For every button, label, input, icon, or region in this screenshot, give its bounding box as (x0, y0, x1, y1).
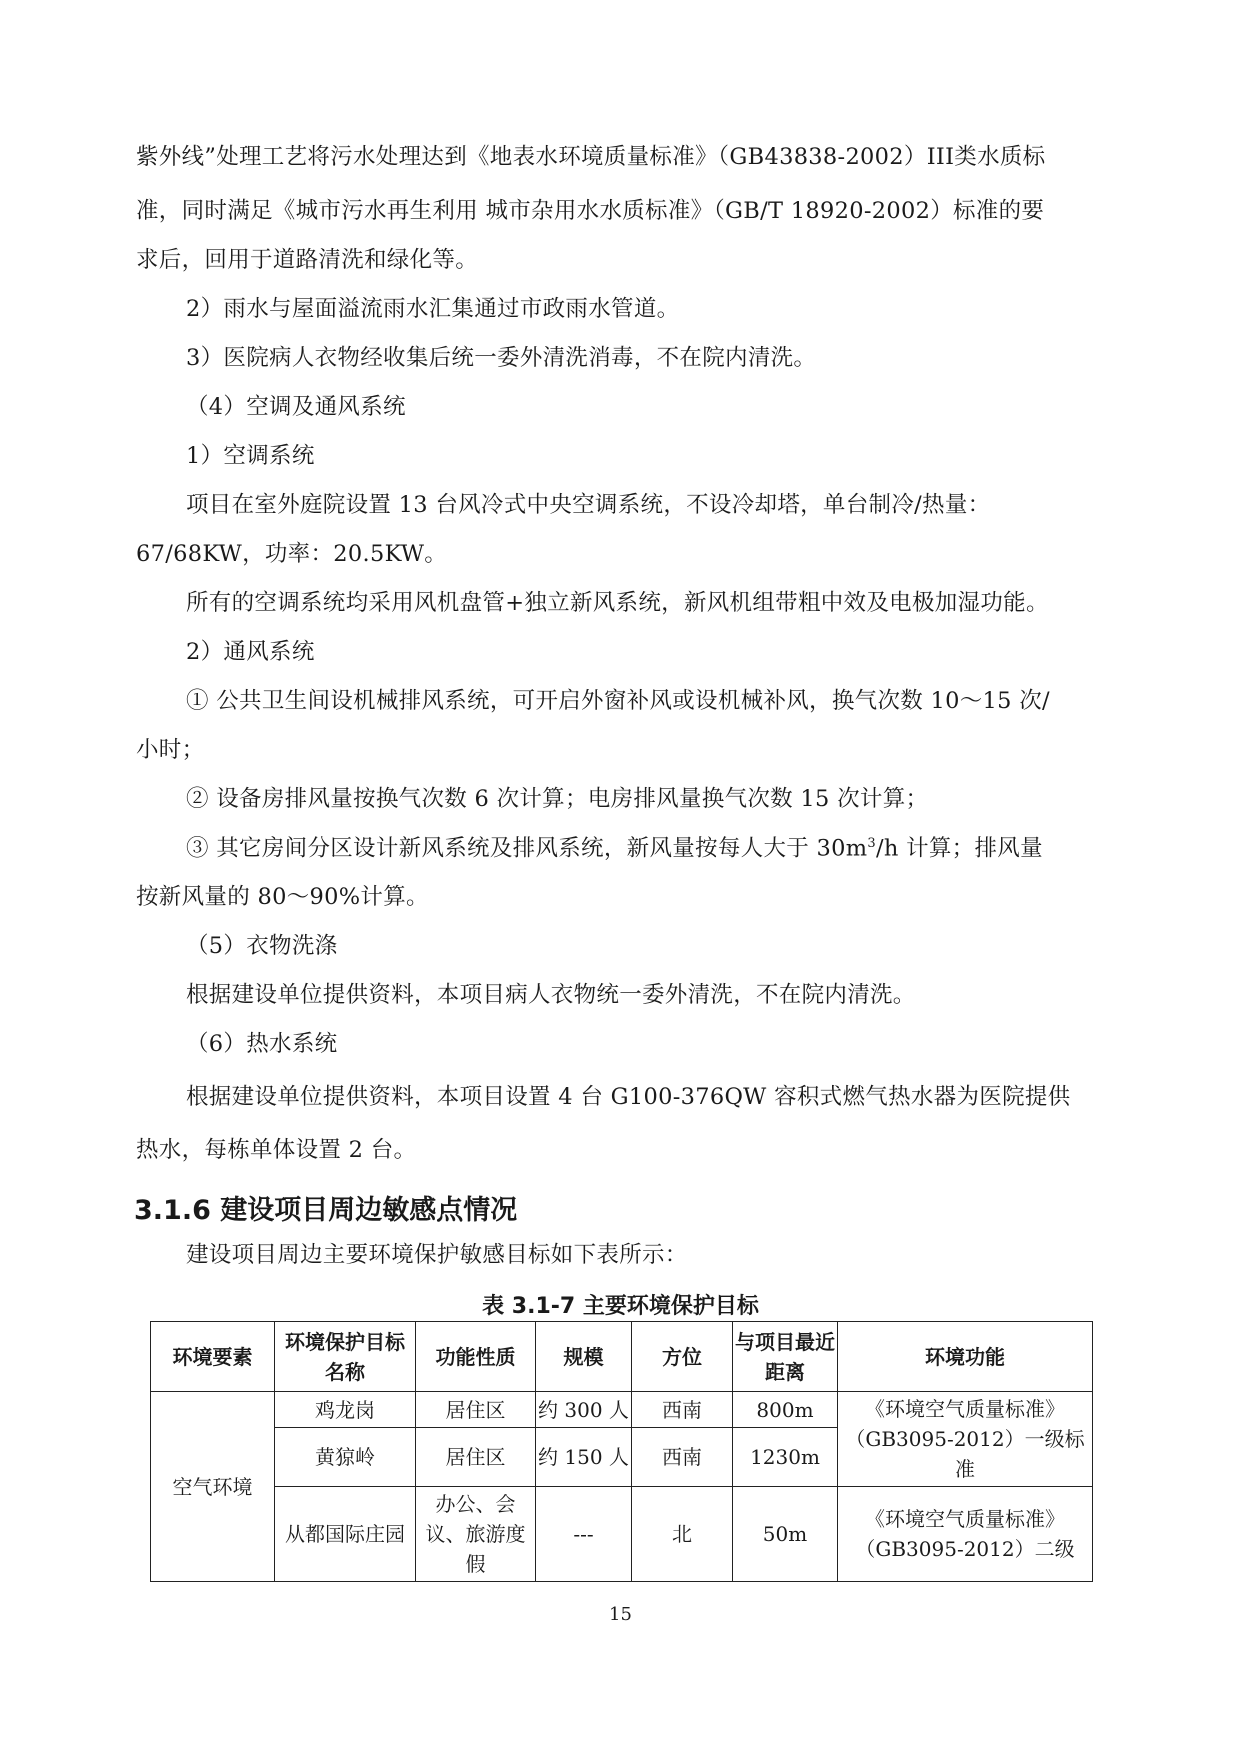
table-header-row (151, 1322, 1093, 1392)
paragraph-line: ② 设备房排风量按换气次数 6 次计算；电房排风量换气次数 15 次计算； (186, 786, 929, 812)
paragraph-line: 按新风量的 80～90%计算。 (136, 884, 429, 910)
table-cell: 约 150 人 (536, 1428, 632, 1487)
paragraph-line: ③ 其它房间分区设计新风系统及排风系统，新风量按每人大于 $30m^3/h$ 计算；排风量 (186, 835, 1043, 862)
paragraph-line: ① 公共卫生间设机械排风系统，可开启外窗补风或设机械补风，换气次数 10～15 次/ (186, 688, 1050, 714)
table-cell: 北 (632, 1487, 733, 1582)
paragraph-line: 根据建设单位提供资料，本项目病人衣物统一委外清洗，不在院内清洗。 (186, 982, 916, 1008)
table-caption: 表 3.1-7 主要环境保护目标 (482, 1294, 759, 1319)
header-cell: 规模 (536, 1322, 632, 1392)
subsection-title: 2）通风系统 (186, 639, 315, 665)
paragraph-line: 67/68KW，功率：20.5KW。 (136, 541, 448, 567)
paragraph-line: 紫外线”处理工艺将污水处理达到《地表水环境质量标准》（GB43838-2002）III类水质标 (136, 144, 1046, 170)
paragraph-line: 3）医院病人衣物经收集后统一委外清洗消毒，不在院内清洗。 (186, 345, 817, 371)
header-cell: 与项目最近距离 (733, 1322, 838, 1392)
subsection-title: （6）热水系统 (186, 1031, 338, 1057)
paragraph-line: 所有的空调系统均采用风机盘管+独立新风系统，新风机组带粗中效及电极加湿功能。 (186, 590, 1049, 616)
table-cell: --- (536, 1487, 632, 1582)
table-cell: 《环境空气质量标准》（GB3095-2012）二级 (838, 1487, 1093, 1582)
paragraph-line: 项目在室外庭院设置 13 台风冷式中央空调系统，不设冷却塔，单台制冷/热量： (186, 492, 991, 518)
table-intro: 建设项目周边主要环境保护敏感目标如下表所示： (186, 1242, 688, 1268)
header-cell: 环境要素 (151, 1322, 275, 1392)
table-cell: 从都国际庄园 (275, 1487, 416, 1582)
table-cell: 黄猄岭 (275, 1428, 416, 1487)
table-cell: 800m (733, 1392, 838, 1428)
header-cell: 环境功能 (838, 1322, 1093, 1392)
paragraph-line: 求后，回用于道路清洗和绿化等。 (136, 247, 479, 273)
page-number: 15 (609, 1604, 632, 1625)
subsection-title: （4）空调及通风系统 (186, 394, 406, 420)
subsection-title: 1）空调系统 (186, 443, 315, 469)
table-cell: 《环境空气质量标准》（GB3095-2012）一级标准 (838, 1392, 1093, 1487)
table-cell: 办公、会议、旅游度假 (416, 1487, 536, 1582)
header-cell: 环境保护目标名称 (275, 1322, 416, 1392)
paragraph-line: 小时； (136, 737, 205, 763)
table-cell: 居住区 (416, 1392, 536, 1428)
section-heading: 3.1.6 建设项目周边敏感点情况 (134, 1195, 518, 1226)
table-cell: 西南 (632, 1392, 733, 1428)
table-cell: 约 300 人 (536, 1392, 632, 1428)
table-row (151, 1392, 1093, 1428)
subsection-title: （5）衣物洗涤 (186, 933, 338, 959)
paragraph-line: 2）雨水与屋面溢流雨水汇集通过市政雨水管道。 (186, 296, 680, 322)
sensitive-targets-table (150, 1321, 1093, 1582)
table-cell: 1230m (733, 1428, 838, 1487)
table-cell: 居住区 (416, 1428, 536, 1487)
table-cell: 鸡龙岗 (275, 1392, 416, 1428)
table-row (151, 1487, 1093, 1582)
table-cell: 西南 (632, 1428, 733, 1487)
table-cell: 50m (733, 1487, 838, 1582)
header-cell: 方位 (632, 1322, 733, 1392)
header-cell: 功能性质 (416, 1322, 536, 1392)
table-cell: 空气环境 (151, 1392, 275, 1582)
paragraph-line: 准，同时满足《城市污水再生利用 城市杂用水水质标准》（GB/T 18920-2002）标准的要 (136, 198, 1045, 224)
paragraph-line: 热水，每栋单体设置 2 台。 (136, 1137, 417, 1163)
paragraph-line: 根据建设单位提供资料，本项目设置 4 台 G100-376QW 容积式燃气热水器为医院提供 (186, 1084, 1071, 1110)
